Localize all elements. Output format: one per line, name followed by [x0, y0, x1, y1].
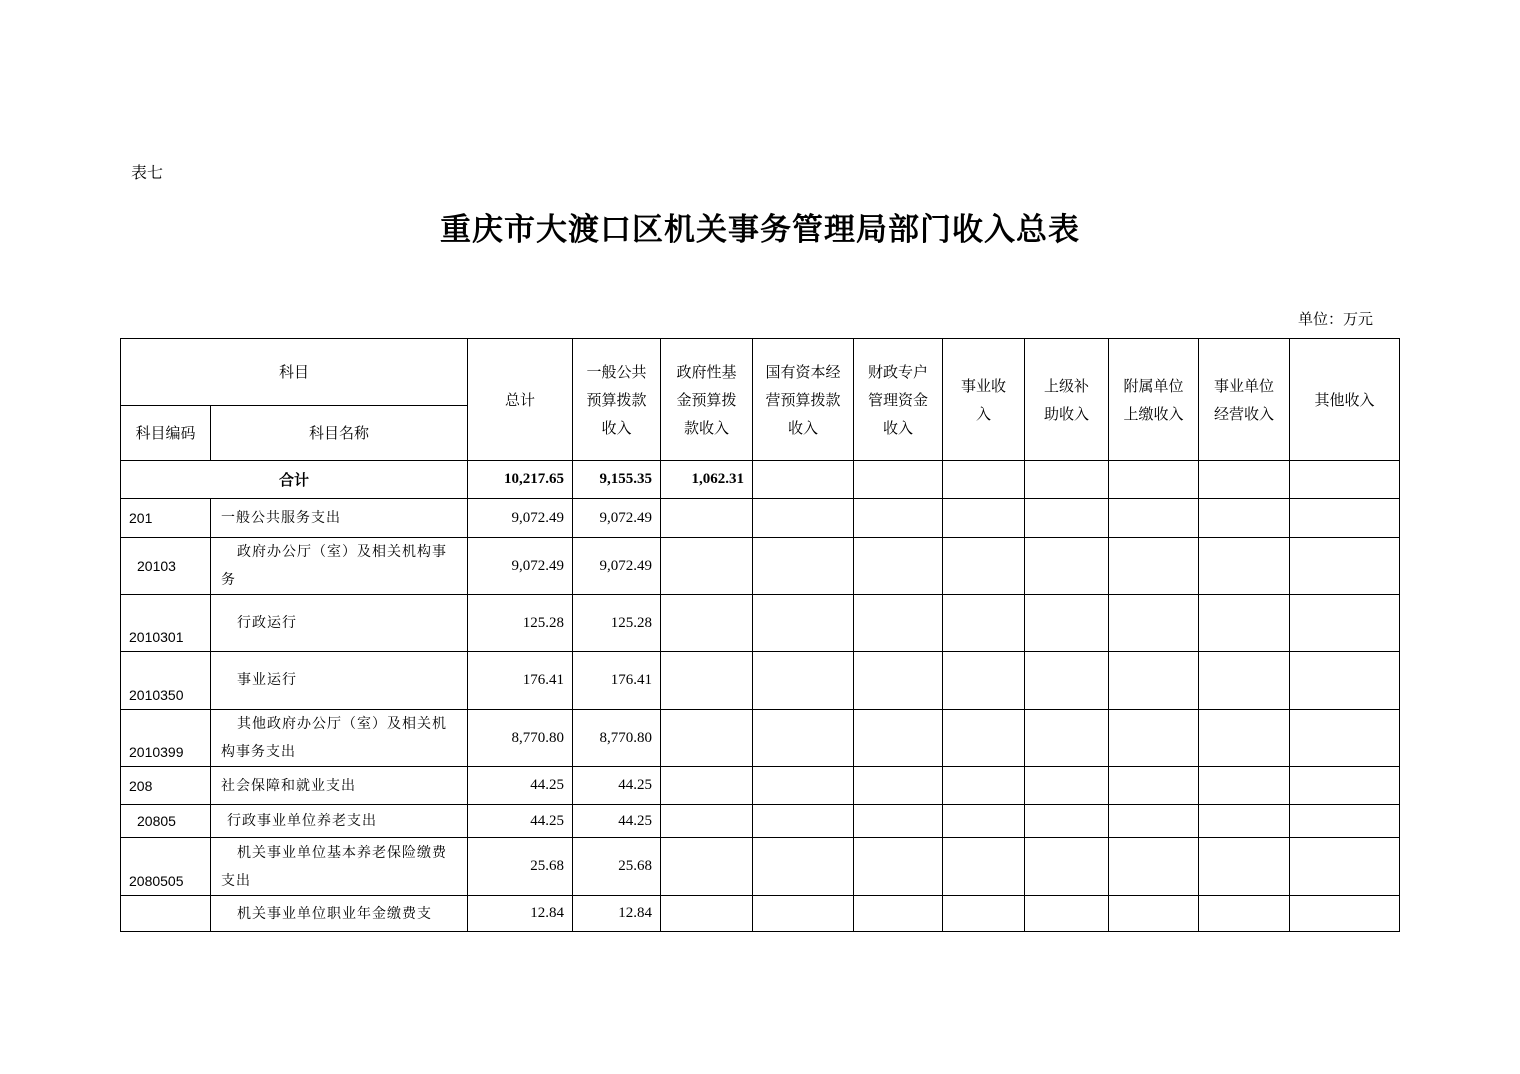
- value-cell: 9,072.49: [468, 499, 573, 538]
- value-cell: [1199, 499, 1290, 538]
- value-cell: 12.84: [468, 896, 573, 932]
- value-cell: [1025, 538, 1109, 595]
- value-cell: [661, 499, 753, 538]
- value-cell: [1025, 710, 1109, 767]
- value-cell: [1025, 595, 1109, 652]
- value-cell: [1109, 652, 1199, 710]
- table-number-label: 表七: [131, 163, 164, 182]
- header-col-7-line-0: 附属单位: [1123, 376, 1184, 395]
- table-row: [121, 499, 1400, 538]
- value-cell: [854, 538, 943, 595]
- value-cell: [753, 710, 854, 767]
- total-cell: [1109, 461, 1199, 499]
- header-col-3-line-0: 国有资本经: [765, 362, 841, 381]
- header-row-1: [121, 339, 1400, 406]
- value-cell: [1109, 710, 1199, 767]
- value-cell: 8,770.80: [468, 710, 573, 767]
- value-cell: 176.41: [573, 652, 661, 710]
- value-cell: [943, 538, 1025, 595]
- value-cell: [854, 595, 943, 652]
- table-row: [121, 595, 1400, 652]
- value-cell: [661, 805, 753, 838]
- value-cell: [753, 538, 854, 595]
- value-cell: [661, 838, 753, 896]
- header-col-4-line-0: 财政专户: [868, 362, 929, 381]
- subject-code: 20103: [121, 538, 211, 595]
- value-cell: [854, 805, 943, 838]
- subject-name: 机关事业单位职业年金缴费支: [211, 896, 468, 932]
- value-cell: [1025, 652, 1109, 710]
- value-cell: [1109, 538, 1199, 595]
- header-col-1-line-2: 收入: [601, 418, 632, 437]
- value-cell: [1290, 595, 1400, 652]
- value-cell: [661, 595, 753, 652]
- header-col-2-line-2: 款收入: [684, 418, 730, 437]
- value-cell: [943, 499, 1025, 538]
- header-col-0-line-0: 总计: [505, 390, 536, 409]
- total-cell: 1,062.31: [661, 461, 753, 499]
- total-cell: [1025, 461, 1109, 499]
- header-col-7: [1109, 339, 1199, 461]
- subject-name: 一般公共服务支出: [211, 499, 468, 538]
- value-cell: [661, 896, 753, 932]
- total-row: [121, 461, 1400, 499]
- value-cell: [1025, 767, 1109, 805]
- income-summary-table: [120, 338, 1400, 932]
- header-subject-name: 科目名称: [211, 406, 468, 461]
- value-cell: [1199, 652, 1290, 710]
- value-cell: [854, 838, 943, 896]
- subject-name: 事业运行: [211, 652, 468, 710]
- value-cell: [1109, 767, 1199, 805]
- header-subject: 科目: [121, 339, 468, 406]
- value-cell: [1290, 896, 1400, 932]
- value-cell: 9,072.49: [573, 499, 661, 538]
- total-cell: [854, 461, 943, 499]
- value-cell: [1290, 838, 1400, 896]
- header-col-4-line-2: 收入: [883, 418, 914, 437]
- total-cell: 10,217.65: [468, 461, 573, 499]
- value-cell: 176.41: [468, 652, 573, 710]
- value-cell: [753, 595, 854, 652]
- value-cell: [753, 805, 854, 838]
- value-cell: [1199, 710, 1290, 767]
- subject-name: 行政事业单位养老支出: [211, 805, 468, 838]
- header-col-0: [468, 339, 573, 461]
- subject-code: 20805: [121, 805, 211, 838]
- subject-name: 其他政府办公厅（室）及相关机构事务支出: [211, 710, 468, 767]
- table-row: [121, 710, 1400, 767]
- value-cell: [753, 652, 854, 710]
- value-cell: 44.25: [573, 767, 661, 805]
- header-col-5-line-1: 入: [976, 404, 992, 423]
- value-cell: [1199, 896, 1290, 932]
- table-row: [121, 767, 1400, 805]
- total-cell: [943, 461, 1025, 499]
- value-cell: [943, 652, 1025, 710]
- table-row: [121, 538, 1400, 595]
- header-col-6-line-1: 助收入: [1044, 404, 1090, 423]
- subject-code: [121, 896, 211, 932]
- header-col-2-line-0: 政府性基: [676, 362, 737, 381]
- value-cell: [661, 652, 753, 710]
- value-cell: 44.25: [573, 805, 661, 838]
- value-cell: [943, 805, 1025, 838]
- value-cell: [854, 896, 943, 932]
- subject-code: 201: [121, 499, 211, 538]
- subject-name: 行政运行: [211, 595, 468, 652]
- table-row: [121, 805, 1400, 838]
- value-cell: [854, 652, 943, 710]
- header-col-3-line-2: 收入: [788, 418, 819, 437]
- value-cell: [1199, 538, 1290, 595]
- value-cell: [753, 896, 854, 932]
- value-cell: [1109, 595, 1199, 652]
- value-cell: 25.68: [573, 838, 661, 896]
- total-label: 合计: [121, 461, 468, 499]
- header-col-1: [573, 339, 661, 461]
- value-cell: [753, 838, 854, 896]
- value-cell: [753, 767, 854, 805]
- value-cell: [1199, 805, 1290, 838]
- value-cell: [1290, 652, 1400, 710]
- total-cell: [753, 461, 854, 499]
- total-cell: [1199, 461, 1290, 499]
- value-cell: [943, 767, 1025, 805]
- value-cell: [1025, 896, 1109, 932]
- subject-code: 208: [121, 767, 211, 805]
- header-col-5: [943, 339, 1025, 461]
- header-col-9-line-0: 其他收入: [1314, 390, 1375, 409]
- header-col-6-line-0: 上级补: [1044, 376, 1090, 395]
- subject-name: 社会保障和就业支出: [211, 767, 468, 805]
- value-cell: 12.84: [573, 896, 661, 932]
- header-col-7-line-1: 上缴收入: [1123, 404, 1184, 423]
- header-col-8: [1199, 339, 1290, 461]
- header-col-8-line-0: 事业单位: [1214, 376, 1275, 395]
- value-cell: [1025, 838, 1109, 896]
- value-cell: [854, 710, 943, 767]
- value-cell: [1199, 595, 1290, 652]
- value-cell: [1290, 538, 1400, 595]
- header-col-3-line-1: 营预算拨款: [765, 390, 841, 409]
- subject-code: 2080505: [121, 838, 211, 896]
- value-cell: 9,072.49: [468, 538, 573, 595]
- value-cell: [943, 595, 1025, 652]
- value-cell: [1025, 499, 1109, 538]
- value-cell: [661, 767, 753, 805]
- value-cell: [1290, 805, 1400, 838]
- header-col-2: [661, 339, 753, 461]
- header-col-8-line-1: 经营收入: [1214, 404, 1275, 423]
- value-cell: [661, 710, 753, 767]
- value-cell: [1290, 767, 1400, 805]
- header-col-4: [854, 339, 943, 461]
- value-cell: [661, 538, 753, 595]
- subject-code: 2010350: [121, 652, 211, 710]
- header-subject-code: 科目编码: [121, 406, 211, 461]
- value-cell: 44.25: [468, 767, 573, 805]
- value-cell: 125.28: [468, 595, 573, 652]
- subject-code: 2010301: [121, 595, 211, 652]
- header-col-1-line-1: 预算拨款: [586, 390, 647, 409]
- page-title: 重庆市大渡口区机关事务管理局部门收入总表: [440, 212, 1080, 248]
- value-cell: [1109, 838, 1199, 896]
- value-cell: 9,072.49: [573, 538, 661, 595]
- header-col-9: [1290, 339, 1400, 461]
- header-col-2-line-1: 金预算拨: [676, 390, 737, 409]
- value-cell: 44.25: [468, 805, 573, 838]
- header-col-4-line-1: 管理资金: [868, 390, 929, 409]
- table-row: [121, 896, 1400, 932]
- value-cell: [854, 767, 943, 805]
- value-cell: [943, 838, 1025, 896]
- table-row: [121, 838, 1400, 896]
- header-col-5-line-0: 事业收: [961, 376, 1007, 395]
- header-col-1-line-0: 一般公共: [586, 362, 647, 381]
- value-cell: [1025, 805, 1109, 838]
- header-col-6: [1025, 339, 1109, 461]
- header-col-3: [753, 339, 854, 461]
- value-cell: [1199, 838, 1290, 896]
- value-cell: [943, 896, 1025, 932]
- value-cell: [943, 710, 1025, 767]
- value-cell: [1290, 710, 1400, 767]
- table-row: [121, 652, 1400, 710]
- value-cell: [1290, 499, 1400, 538]
- value-cell: [854, 499, 943, 538]
- value-cell: 8,770.80: [573, 710, 661, 767]
- subject-name: 机关事业单位基本养老保险缴费支出: [211, 838, 468, 896]
- subject-code: 2010399: [121, 710, 211, 767]
- value-cell: [1109, 499, 1199, 538]
- total-cell: 9,155.35: [573, 461, 661, 499]
- unit-label: 单位：万元: [1298, 310, 1374, 328]
- value-cell: [1199, 767, 1290, 805]
- value-cell: [753, 499, 854, 538]
- value-cell: 25.68: [468, 838, 573, 896]
- total-cell: [1290, 461, 1400, 499]
- subject-name: 政府办公厅（室）及相关机构事务: [211, 538, 468, 595]
- value-cell: [1109, 805, 1199, 838]
- value-cell: [1109, 896, 1199, 932]
- value-cell: 125.28: [573, 595, 661, 652]
